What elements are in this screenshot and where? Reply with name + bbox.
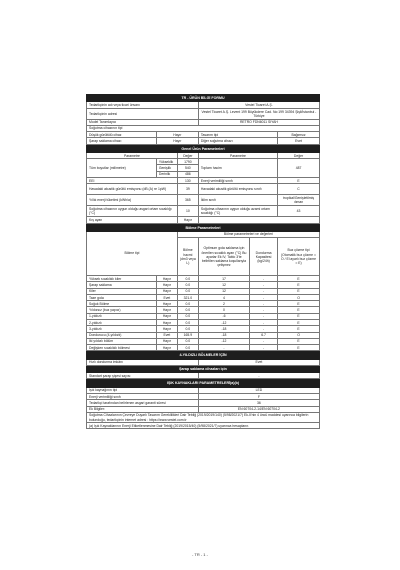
general-parameters-title: Genel Ürün Parametreleri <box>87 145 320 152</box>
compartment-name: Yıldızsız (buz yapıcı) <box>87 307 157 313</box>
max-ambient-label: Soğutma cihazının uygun olduğu azami ortam sıcaklığı (°C) <box>198 206 277 217</box>
eei-label: EEI <box>87 178 178 184</box>
depth-value: 486 <box>177 171 198 177</box>
height-value: 1790 <box>177 159 198 165</box>
compartment-defrost: E <box>278 301 320 307</box>
compartment-volume: 321.0 <box>177 294 198 300</box>
compartment-name: Dondurucu (4-yıldızlı) <box>87 332 157 338</box>
general-value-header-2: Değer <box>278 152 320 158</box>
extra-info-value: EN 60704-2-14/EN 60704-2 <box>198 406 319 412</box>
volume-header: Bölme hacmi (dm3 veya L) <box>177 238 198 276</box>
dimensions-label: Tüm boyutlar (milimetre) <box>87 159 157 178</box>
compartment-type-header: Bölme tipi <box>87 231 178 275</box>
fast-freeze-value: Evet <box>198 359 319 365</box>
compartment-defrost: E <box>278 338 320 344</box>
compartment-row <box>87 345 320 351</box>
annual-energy-label: Yıllık enerji tüketimi (kWh/a) <box>87 195 178 206</box>
noise-class-label: Havadaki akustik gürültü emisyonu sınıfı <box>198 184 277 195</box>
width-label: Genişlik <box>156 165 177 171</box>
compartment-volume: 0.0 <box>177 319 198 325</box>
compartment-volume: 0.0 <box>177 313 198 319</box>
compartment-temp: 17 <box>198 276 249 282</box>
light-source-title: IŞIK KAYNAKLARI PARAMETRELERİ(a)(b) <box>87 380 320 387</box>
design-type-label: Tasarım tipi <box>198 132 277 138</box>
energy-class-label: Enerji verimliliği sınıfı <box>198 178 277 184</box>
compartment-defrost: E <box>278 288 320 294</box>
compartment-volume: 165.9 <box>177 332 198 338</box>
compartment-temp: 0 <box>198 307 249 313</box>
compartment-present: Hayır <box>156 319 177 325</box>
general-value-header: Değer <box>177 152 198 158</box>
compartment-name: İki yıldızlı bölüm <box>87 338 157 344</box>
compartment-temp: -18 <box>198 332 249 338</box>
regulation-note: Soğutma Cihazlarının Çevreye Duyarlı Tasarım Gereklilikleri Dair Tebliğ (2019/2019/140) (5/98/2021/7) Ek-II'nin 4 üncü maddesi uyarınca bilgilerin bulunduğu, tedarikçinin internet adresi : https://www.vestel.com.tr <box>87 412 320 422</box>
light-type-label: Işık kaynağının tipi <box>87 387 199 393</box>
general-param-header-2: Parametre <box>198 152 277 158</box>
four-star-title: 4-YILDIZLI BÖLMELER İÇİN <box>87 352 320 359</box>
compartment-defrost: E <box>278 319 320 325</box>
winter-setting-value: Hayır <box>177 217 198 223</box>
supplier-label: Tedarikçinin adı veya ticari ünvanı <box>87 102 199 108</box>
min-ambient-value: 10 <box>177 206 198 217</box>
compartment-name: Şarap saklama <box>87 282 157 288</box>
compartment-temp: -12 <box>198 319 249 325</box>
other-appliance-label: Diğer soğutma cihazı <box>198 138 277 144</box>
compartment-volume: 0.0 <box>177 282 198 288</box>
freezing-capacity-header: Dondurma Kapasitesi (kg/24h) <box>250 238 278 276</box>
compartment-freeze: - <box>250 307 278 313</box>
compartment-present: Hayır <box>156 338 177 344</box>
compartment-present: Hayır <box>156 301 177 307</box>
compartment-volume: 0.0 <box>177 326 198 332</box>
product-form-title: TR - ÜRÜN BİLGİ FORMU <box>87 95 320 102</box>
product-form-table <box>86 94 320 145</box>
climate-class-value: tropikal/Genişletilmiş ılıman <box>278 195 320 206</box>
min-ambient-label: Soğutma cihazının uygun olduğu asgari ortam sıcaklığı (°C) <box>87 206 178 217</box>
noise-class-value: C <box>278 184 320 195</box>
compartment-freeze: - <box>250 276 278 282</box>
compartment-present: Hayır <box>156 313 177 319</box>
wine-device-title: Şarap saklama cihazları için <box>87 365 320 372</box>
compartment-group-header: Bölme parametreleri ve değerleri <box>177 231 319 237</box>
compartment-temp: 12 <box>198 288 249 294</box>
noise-emission-value: 39 <box>177 184 198 195</box>
other-appliance-value: Evet <box>278 138 320 144</box>
temp-setting-header: Optimum gıda saklama için önerilen sıcaklık ayarı (°C) Bu ayarlar Ek IV, Tablo 3'te belirtilen saklama koşullarıyla çelişmez <box>198 238 249 276</box>
wine-cooler-value: Hayır <box>156 138 198 144</box>
annual-energy-value: 365 <box>177 195 198 206</box>
compartment-defrost: E <box>278 313 320 319</box>
address-label: Tedarikçinin adresi <box>87 108 199 119</box>
compartment-temp: 4 <box>198 294 249 300</box>
max-ambient-value: 43 <box>278 206 320 217</box>
compartment-volume: 0.0 <box>177 301 198 307</box>
page-number: - TR - 1 - <box>192 552 208 557</box>
compartment-name: Yüksek sıcaklıklı kiler <box>87 276 157 282</box>
compartment-freeze: - <box>250 338 278 344</box>
compartment-name: 2-yıldızlı <box>87 319 157 325</box>
compartment-freeze: - <box>250 294 278 300</box>
eei-value: 130 <box>177 178 198 184</box>
general-param-header: Parametre <box>87 152 178 158</box>
guarantee-label: Tedarikçi tarafından belirlenen asgari garanti süresi <box>87 400 199 406</box>
compartment-freeze: - <box>250 282 278 288</box>
fast-freeze-label: Hızlı dondurma imkânı <box>87 359 199 365</box>
model-value: RETRO FDN6011 SİYAH <box>198 119 319 125</box>
compartment-rows <box>87 276 320 351</box>
compartment-defrost: O <box>278 294 320 300</box>
supplier-value: Vestel Ticaret A.Ş. <box>198 102 319 108</box>
light-source-table <box>86 379 320 429</box>
defrost-type-header: Buz çözme tipi (Otomatik buz çözme = O / El ayarlı buz çözme = E) <box>278 238 320 276</box>
wine-bottles-label: Standart şarap şişesi sayısı <box>87 373 199 379</box>
compartment-name: 1-yıldızlı <box>87 313 157 319</box>
compartment-volume: 0.0 <box>177 345 198 351</box>
compartment-freeze: - <box>250 288 278 294</box>
compartment-present: Hayır <box>156 345 177 351</box>
general-parameters-table <box>86 145 320 224</box>
compartment-present: Evet <box>156 294 177 300</box>
width-value: 540 <box>177 165 198 171</box>
compartment-temp: -12 <box>198 338 249 344</box>
total-volume-label: Toplam hacim <box>198 159 277 178</box>
compartment-defrost: E <box>278 345 320 351</box>
compartment-freeze: - <box>250 345 278 351</box>
winter-setting-label: Kış ayarı <box>87 217 178 223</box>
depth-label: Derinlik <box>156 171 177 177</box>
compartment-present: Hayır <box>156 288 177 294</box>
light-footnote: (a) Işık Kaynaklarının Enerji Etiketlenmesine Dair Tebliğ (2019/2015/40) (5/98/2021/7) uyarınca hesaplanır. <box>87 423 320 429</box>
compartment-present: Hayır <box>156 326 177 332</box>
light-class-value: F <box>198 394 319 400</box>
appliance-type-label: Soğutma cihazının tipi <box>87 125 320 131</box>
wine-cooler-label: Şarap saklama cihazı <box>87 138 157 144</box>
guarantee-value: 36 <box>198 400 319 406</box>
light-type-value: LED <box>198 387 319 393</box>
compartment-present: Hayır <box>156 282 177 288</box>
compartment-volume: 0.0 <box>177 338 198 344</box>
winter-empty-cell <box>198 217 319 223</box>
compartment-defrost: O <box>278 332 320 338</box>
compartment-name: Değişken sıcaklıklı bölmesi <box>87 345 157 351</box>
extra-info-label: Ek Bilgiler: <box>87 406 199 412</box>
compartment-freeze: - <box>250 301 278 307</box>
wine-bottles-value: - <box>198 373 319 379</box>
compartment-defrost: E <box>278 307 320 313</box>
compartment-freeze: - <box>250 326 278 332</box>
compartment-name: Soğuk Bölme <box>87 301 157 307</box>
compartment-name: Taze gıda <box>87 294 157 300</box>
compartment-volume: 0.0 <box>177 276 198 282</box>
compartment-freeze: - <box>250 319 278 325</box>
noise-emission-label: Havadaki akustik gürültü emisyonu (dB (A) re 1pW) <box>87 184 178 195</box>
design-type-value: Bağımsız <box>278 132 320 138</box>
height-label: Yükseklik <box>156 159 177 165</box>
compartment-name: Kiler <box>87 288 157 294</box>
address-value: Vestel Ticaret A.Ş. Levent 199 Büyükdere Cad. No:199 34394 Şişli/İstanbul - Türkiye <box>198 108 319 119</box>
low-noise-label: Düşük gürültülü cihaz <box>87 132 157 138</box>
compartment-temp: -6 <box>198 313 249 319</box>
compartment-title: Bölme Parametreleri <box>87 224 320 231</box>
compartment-name: 3-yıldızlı <box>87 326 157 332</box>
light-class-label: Enerji verimliliği sınıfı <box>87 394 199 400</box>
compartment-defrost: E <box>278 282 320 288</box>
low-noise-value: Hayır <box>156 132 198 138</box>
total-volume-value: 487 <box>278 159 320 178</box>
product-information-sheet <box>86 94 320 429</box>
compartment-temp: 12 <box>198 282 249 288</box>
climate-class-label: İklim sınıfı <box>198 195 277 206</box>
compartment-volume: 0.0 <box>177 307 198 313</box>
compartment-temp: - <box>198 345 249 351</box>
compartment-volume: 0.0 <box>177 288 198 294</box>
compartment-present: Hayır <box>156 307 177 313</box>
compartment-present: Hayır <box>156 276 177 282</box>
model-label: Model Tanımlayıcı <box>87 119 199 125</box>
compartment-freeze: 6.7 <box>250 332 278 338</box>
compartment-freeze: - <box>250 313 278 319</box>
four-star-table <box>86 351 320 379</box>
compartment-present: Evet <box>156 332 177 338</box>
compartment-temp: 2 <box>198 301 249 307</box>
compartment-table <box>86 224 320 352</box>
compartment-defrost: E <box>278 326 320 332</box>
compartment-defrost: E <box>278 276 320 282</box>
energy-class-value: E <box>278 178 320 184</box>
compartment-temp: -18 <box>198 326 249 332</box>
